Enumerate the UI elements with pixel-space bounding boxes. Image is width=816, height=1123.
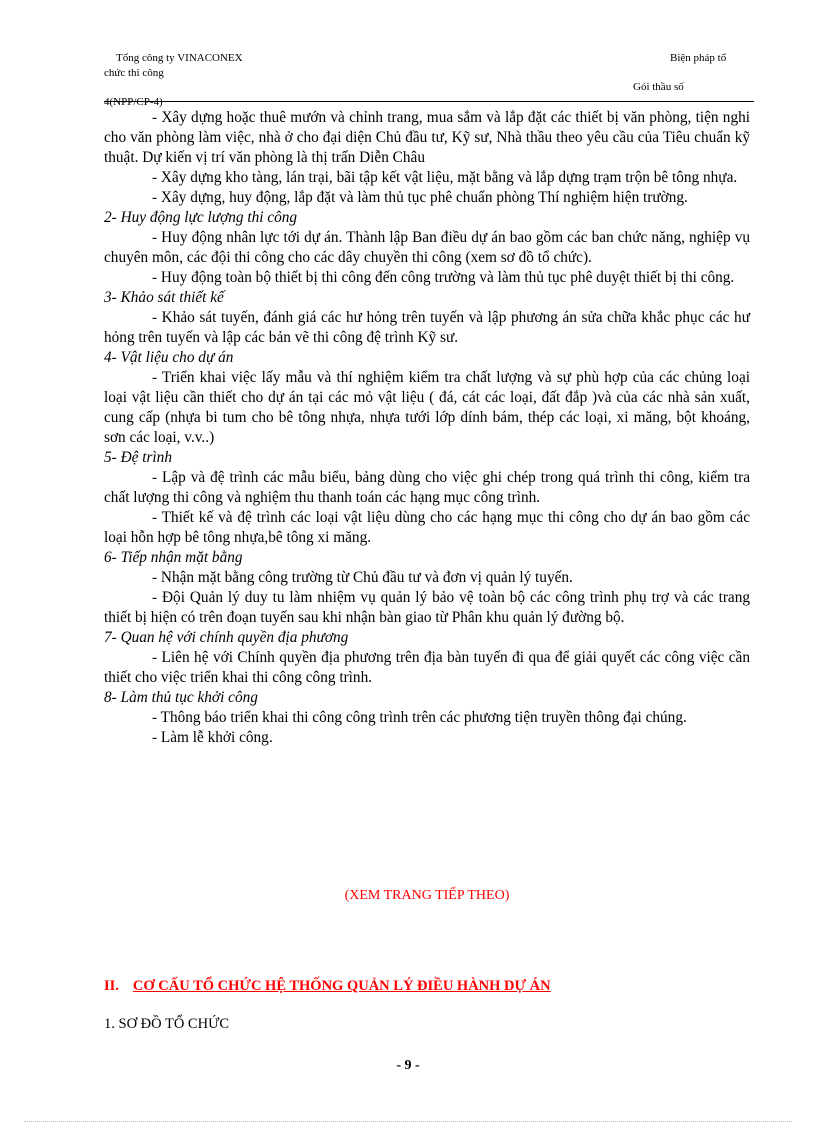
section-subheading: 7- Quan hệ với chính quyền địa phương [104, 629, 349, 646]
header-doc-type: Biện pháp tổ [670, 52, 727, 64]
body-paragraph: - Xây dựng kho tàng, lán trại, bãi tập kết vật liệu, mặt bằng và lắp dựng trạm trộn bê tông nhựa. [152, 169, 738, 186]
body-paragraph: - Triển khai việc lấy mẫu và thí nghiệm kiểm tra chất lượng và sự phù hợp của các chủng loại loại vật liệu cần thiết cho dự án tại các mỏ vật liệu ( đá, cát các loại, đất đắp )và của các nhà sản xuất, cung cấp (nhựa bi tum cho bê tông nhựa, nhựa tưới lớp dính bám, thép các loại, xi măng, bột khoáng, sơn các loại, v.v..) [104, 369, 750, 446]
body-paragraph: - Lập và đệ trình các mẫu biểu, bảng dùng cho việc ghi chép trong quá trình thi công, kiểm tra chất lượng thi công và nghiệm thu thanh toán các hạng mục công trình. [104, 469, 750, 506]
section-subheading: 6- Tiếp nhận mặt bằng [104, 549, 243, 566]
body-paragraph: - Thiết kế và đệ trình các loại vật liệu dùng cho các hạng mục thi công cho dự án bao gồm các loại hỗn hợp bê tông nhựa,bê tông xi măng. [104, 509, 750, 546]
section-heading [104, 978, 551, 995]
section-subheading: 2- Huy động lực lượng thi công [104, 209, 298, 226]
section-subheading: 4- Vật liệu cho dự án [104, 349, 234, 366]
continued-note: (XEM TRANG TIẾP THEO) [344, 888, 510, 903]
body-paragraph: - Nhận mặt bằng công trường từ Chủ đầu tư và đơn vị quản lý tuyến. [152, 569, 573, 586]
section-number: II. [104, 978, 119, 994]
header-company: Tổng công ty VINACONEX [116, 52, 243, 64]
section-subheading: 8- Làm thủ tục khởi công [104, 689, 258, 706]
header-package-no: 4(NPP/CP-4) [104, 96, 163, 108]
body-paragraph: - Khảo sát tuyến, đánh giá các hư hỏng trên tuyến và lập phương án sửa chữa khắc phục các hư hỏng trên tuyến và lập các bản vẽ thi công đệ trình Kỹ sư. [104, 309, 750, 346]
header-package: Gói thầu số [633, 81, 684, 93]
body-paragraph: - Xây dựng hoặc thuê mướn và chỉnh trang, mua sắm và lắp đặt các thiết bị văn phòng, tiện nghi cho văn phòng làm việc, nhà ở cho đại diện Chủ đầu tư, Kỹ sư, Nhà thầu theo yêu cầu của Tiêu chuẩn kỹ thuật. Dự kiến vị trí văn phòng là thị trấn Diễn Châu [104, 109, 750, 166]
section-title: CƠ CẤU TỔ CHỨC HỆ THỐNG QUẢN LÝ ĐIỀU HÀNH DỰ ÁN [132, 978, 551, 994]
body-paragraph: - Thông báo triển khai thi công công trình trên các phương tiện truyền thông đại chúng. [152, 709, 687, 726]
header-rule [104, 101, 754, 102]
document-body [104, 108, 750, 748]
body-paragraph: - Huy động nhân lực tới dự án. Thành lập Ban điều dự án bao gồm các ban chức năng, nghiệp vụ chuyên môn, các đội thi công cho các dây chuyền thi công (xem sơ đồ tổ chức). [104, 229, 750, 266]
section-subheading: 3- Khảo sát thiết kế [104, 289, 224, 306]
subsection-heading: 1. SƠ ĐỒ TỔ CHỨC [104, 1016, 229, 1032]
page-bottom-border [24, 1121, 792, 1122]
body-paragraph: - Làm lễ khởi công. [152, 729, 273, 746]
body-paragraph: - Huy động toàn bộ thiết bị thi công đến công trường và làm thủ tục phê duyệt thiết bị thi công. [152, 269, 735, 286]
body-paragraph: - Xây dựng, huy động, lắp đặt và làm thủ tục phê chuẩn phòng Thí nghiệm hiện trường. [152, 189, 688, 206]
section-subheading: 5- Đệ trình [104, 449, 172, 466]
header-doc-type-cont: chức thi công [104, 67, 164, 79]
body-paragraph: - Đội Quản lý duy tu làm nhiệm vụ quản lý bảo vệ toàn bộ các công trình phụ trợ và các trang thiết bị hiện có trên đoạn tuyến sau khi nhận bàn giao từ Phân khu quản lý đường bộ. [104, 589, 750, 626]
page-number: - 9 - [396, 1058, 420, 1073]
body-paragraph: - Liên hệ với Chính quyền địa phương trên địa bàn tuyến đi qua để giải quyết các công việc cần thiết cho việc triển khai thi công công trình. [104, 649, 750, 686]
